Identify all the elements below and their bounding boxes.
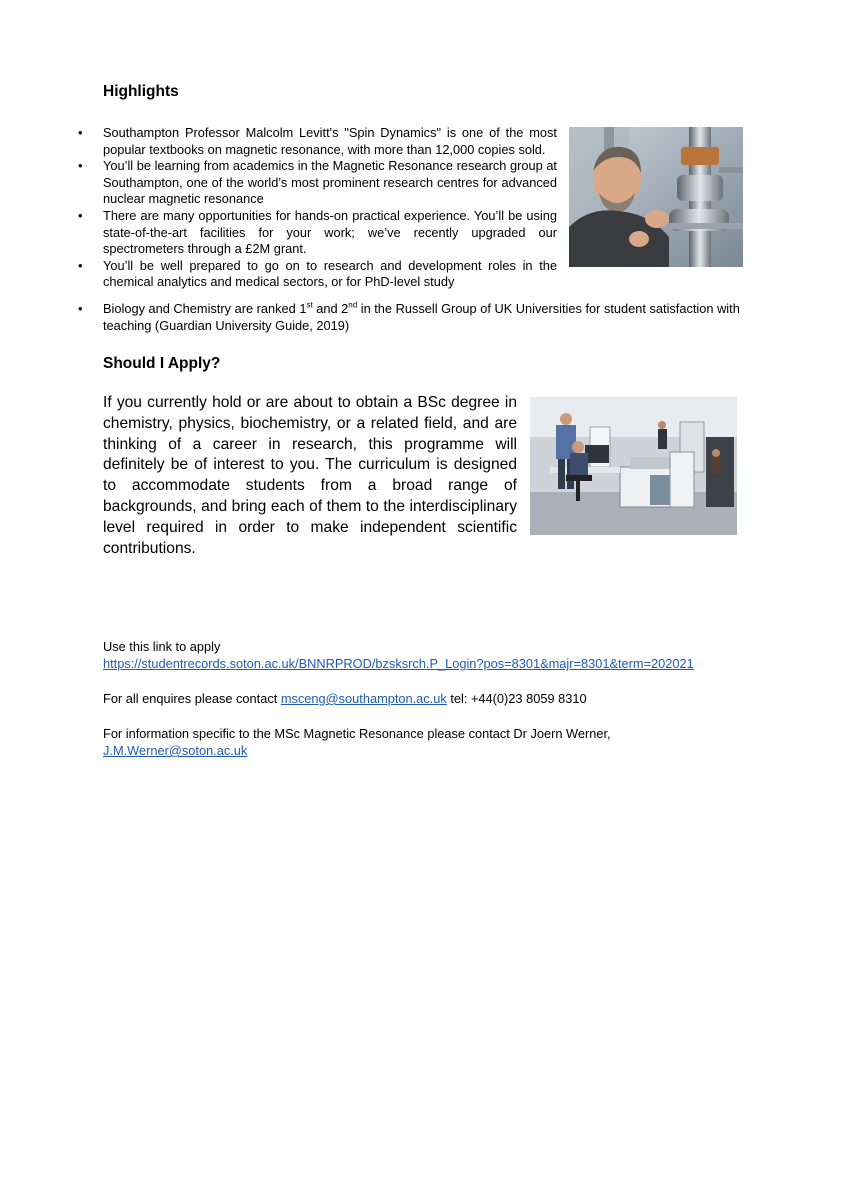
- list-item-ranking: • Biology and Chemistry are ranked 1st and 2nd in the Russell Group of UK Universities for student satisfaction with teaching (Guardian University Guide, 2019): [103, 301, 753, 334]
- specific-contact-text: For information specific to the MSc Magnetic Resonance please contact Dr Joern Werner,: [103, 726, 611, 741]
- list-item: • You’ll be well prepared to go on to research and development roles in the chemical analytics and medical sectors, or for PhD-level study: [103, 258, 557, 291]
- list-item: • You’ll be learning from academics in the Magnetic Resonance research group at Southampton, one of the world’s most prominent research centres for advanced nuclear magnetic resonance: [103, 158, 557, 208]
- apply-paragraph: If you currently hold or are about to obtain a BSc degree in chemistry, physics, biochemistry, or a related field, and are thinking of a career in research, this programme will definitely be of interest to you. The curriculum is designed to accommodate students from a broad range of backgrounds, and bring each of them to the interdisciplinary level required in order to make independent scientific contributions.: [103, 394, 517, 557]
- apply-link-intro: Use this link to apply: [103, 639, 221, 654]
- list-item: • There are many opportunities for hands-on practical experience. You’ll be using state-of-the-art facilities for your work; we’ve recently upgraded our spectrometers through a £2M grant.: [103, 208, 557, 258]
- werner-email-link[interactable]: J.M.Werner@soton.ac.uk: [103, 743, 248, 758]
- highlights-list: [103, 125, 557, 291]
- laboratory-photo: [530, 397, 737, 535]
- list-item: • Southampton Professor Malcolm Levitt's "Spin Dynamics" is one of the most popular textbooks on magnetic resonance, with more than 12,000 copies sold.: [103, 125, 557, 158]
- apply-heading: Should I Apply?: [103, 355, 221, 372]
- highlights-heading: Highlights: [103, 83, 179, 100]
- professor-photo: [569, 127, 743, 267]
- apply-link[interactable]: https://studentrecords.soton.ac.uk/BNNRPROD/bzsksrch.P_Login?pos=8301&majr=8301&term=202021: [103, 656, 694, 671]
- enquiries-email-link[interactable]: msceng@southampton.ac.uk: [280, 691, 447, 706]
- enquiries-line: For all enquires please contact msceng@southampton.ac.uk tel: +44(0)23 8059 8310: [103, 691, 587, 706]
